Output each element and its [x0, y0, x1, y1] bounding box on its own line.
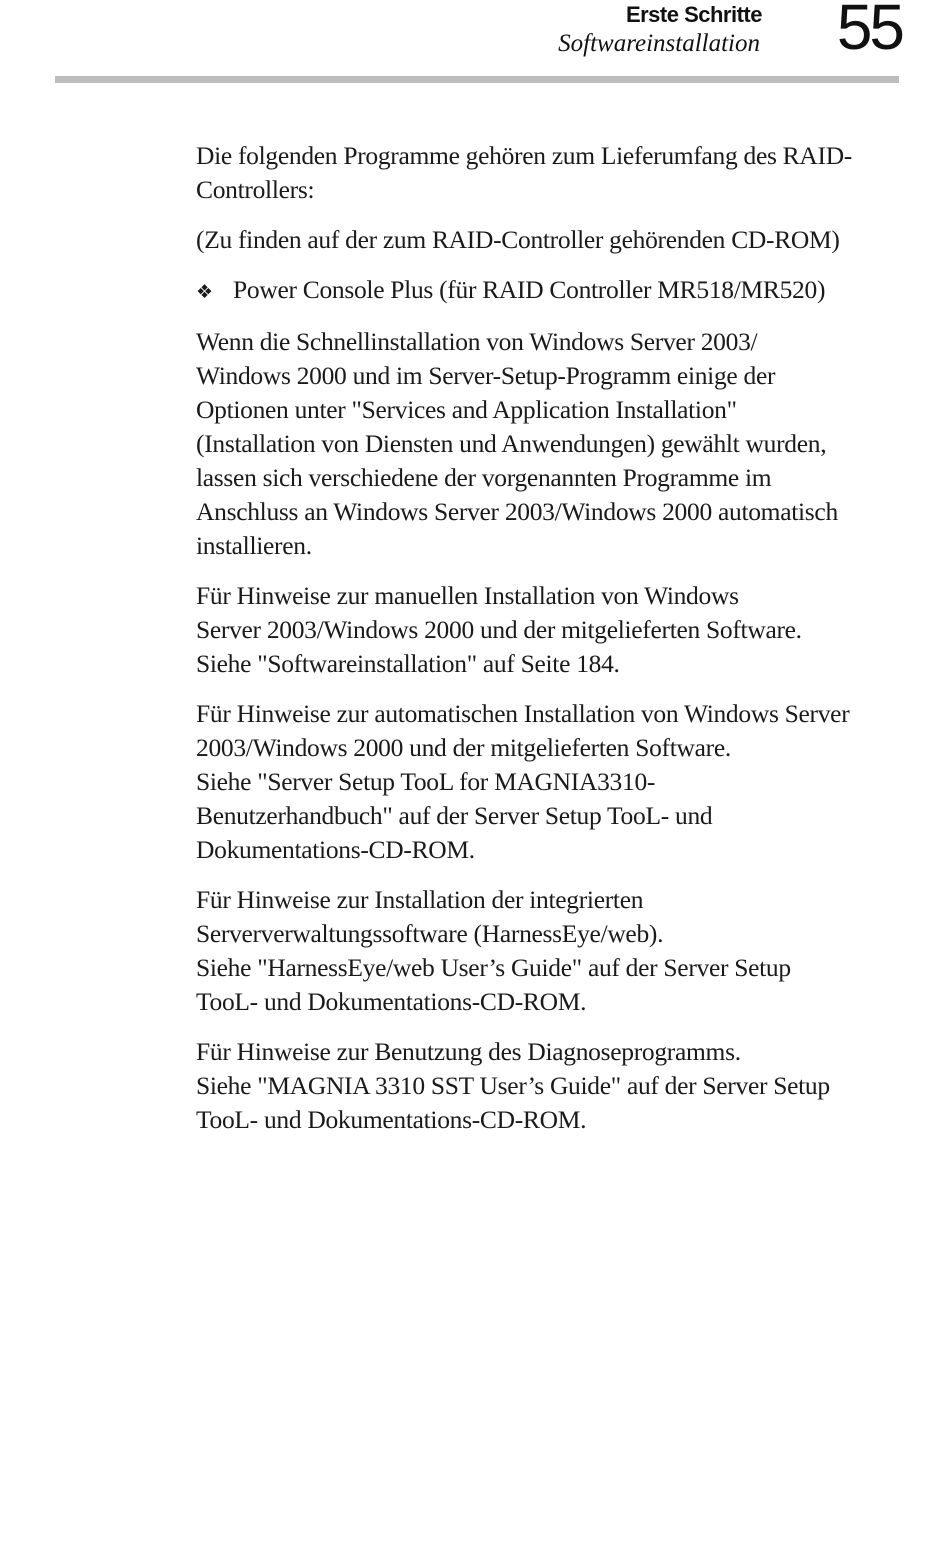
diagnostics-paragraph	[196, 1035, 906, 1137]
page-body	[196, 139, 906, 1153]
section-title: Softwareinstallation	[558, 30, 760, 57]
text-line: Dokumentations-CD-ROM.	[196, 835, 475, 864]
text-line: Die folgenden Programme gehören zum Lieferumfang des RAID-	[196, 141, 852, 170]
page-header	[0, 0, 950, 90]
bullet-item	[196, 273, 906, 309]
text-line: TooL- und Dokumentations-CD-ROM.	[196, 1105, 587, 1134]
cd-rom-note: (Zu finden auf der zum RAID-Controller gehörenden CD-ROM)	[196, 225, 840, 254]
auto-install-paragraph	[196, 325, 906, 563]
manual-install-paragraph	[196, 579, 906, 681]
bullet-text: Power Console Plus (für RAID Controller MR518/MR520)	[233, 275, 826, 304]
server-management-paragraph	[196, 883, 906, 1019]
text-line: Windows 2000 und im Server-Setup-Programm einige der	[196, 361, 776, 390]
chapter-title: Erste Schritte	[625, 2, 762, 27]
text-line: Optionen unter "Services and Application Installation"	[196, 395, 737, 424]
text-line: Für Hinweise zur automatischen Installation von Windows Server	[196, 699, 850, 728]
text-line: Für Hinweise zur Benutzung des Diagnoseprogramms.	[196, 1037, 741, 1066]
text-line: Serververwaltungssoftware (HarnessEye/web).	[196, 919, 664, 948]
intro-paragraph	[196, 139, 906, 207]
text-line: Siehe "Server Setup TooL for MAGNIA3310-	[196, 767, 656, 796]
text-line: installieren.	[196, 531, 312, 560]
text-line: Wenn die Schnellinstallation von Windows Server 2003/	[196, 327, 758, 356]
text-line: Siehe "Softwareinstallation" auf Seite 184.	[196, 649, 620, 678]
text-line: (Installation von Diensten und Anwendungen) gewählt wurden,	[196, 429, 827, 458]
page-number: 55	[836, 0, 902, 63]
text-line: TooL- und Dokumentations-CD-ROM.	[196, 987, 587, 1016]
text-line: Benutzerhandbuch" auf der Server Setup TooL- und	[196, 801, 713, 830]
text-line: Controllers:	[196, 175, 315, 204]
text-line: Anschluss an Windows Server 2003/Windows 2000 automatisch	[196, 497, 838, 526]
header-rule	[55, 76, 899, 83]
four-diamond-bullet-icon: ❖	[196, 281, 213, 303]
text-line: Für Hinweise zur Installation der integrierten	[196, 885, 644, 914]
automatic-install-reference-paragraph	[196, 697, 906, 867]
text-line: 2003/Windows 2000 und der mitgelieferten Software.	[196, 733, 731, 762]
text-line: Server 2003/Windows 2000 und der mitgelieferten Software.	[196, 615, 802, 644]
text-line: Siehe "HarnessEye/web User’s Guide" auf der Server Setup	[196, 953, 791, 982]
text-line: Siehe "MAGNIA 3310 SST User’s Guide" auf der Server Setup	[196, 1071, 830, 1100]
text-line: lassen sich verschiedene der vorgenannten Programme im	[196, 463, 772, 492]
text-line: Für Hinweise zur manuellen Installation von Windows	[196, 581, 739, 610]
